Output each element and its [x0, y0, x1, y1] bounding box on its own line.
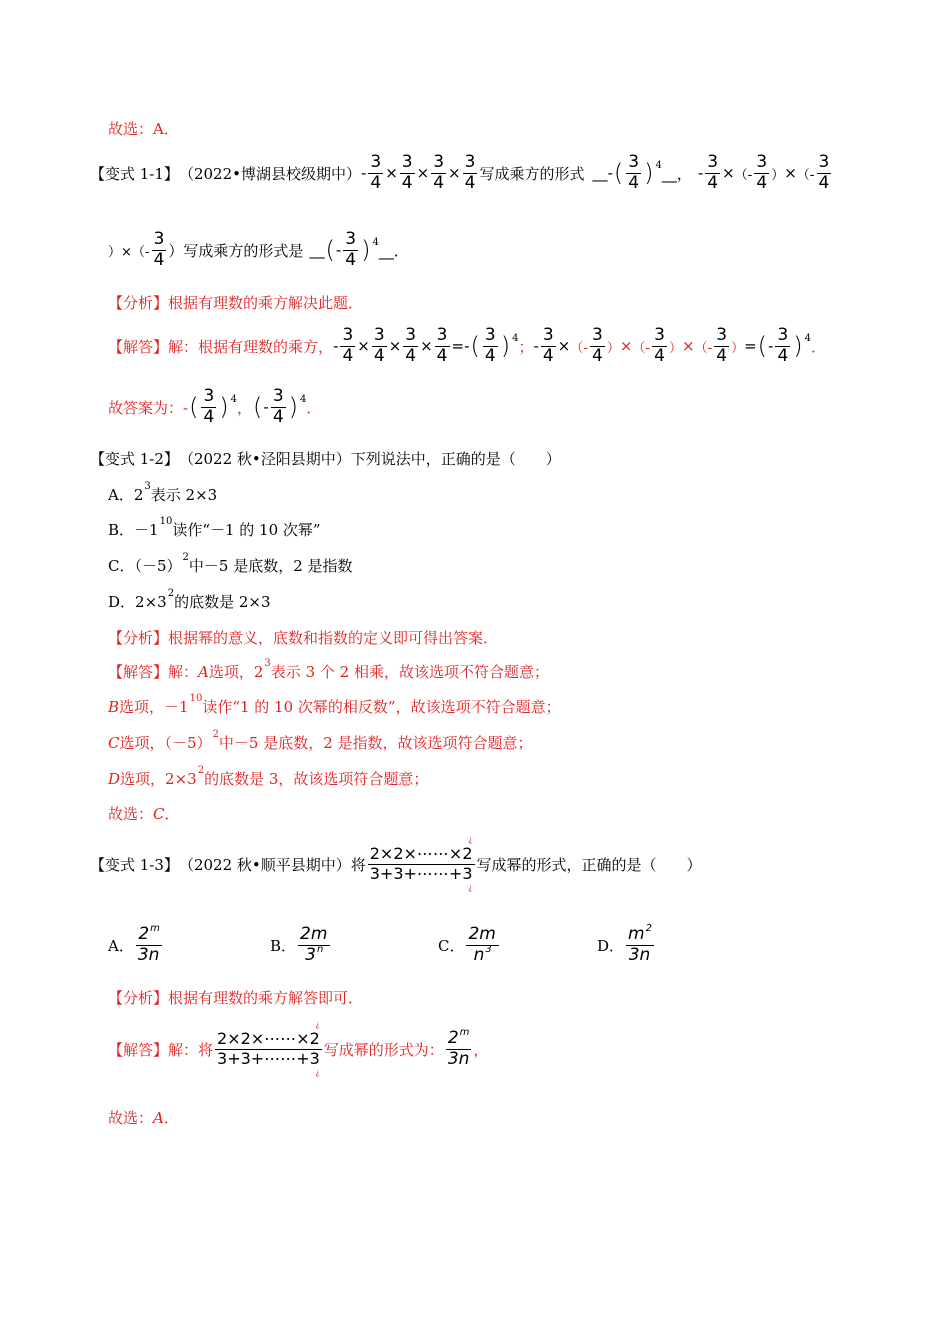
variant-tag: 【变式 1-2】: [90, 450, 179, 468]
variant-tag: 【变式 1-1】: [90, 164, 179, 183]
solution-1-3: 【解答】 解：将 ¿ 2×2×⋯⋯×2 3+3+⋯⋯+3 ¿ 写成幂的形式为： 2$^m$ 3n ，: [108, 1020, 489, 1078]
fraction: $\frac{3}{4}$: [433, 152, 445, 193]
answer-line-1-3: 故选： A ．: [108, 1108, 179, 1127]
fraction: 3 4: [153, 229, 165, 270]
variant-1-3-question: 【变式 1-3】 （2022 秋•顺平县期中）将 ¿ 2×2×⋯⋯×2 3+3+⋯⋯+3 ¿ 写成幂的形式，正确的是（ ）: [90, 835, 702, 893]
fraction: 3 4: [818, 152, 830, 193]
option-d: D．2×3 2 的底数是 2×3: [108, 588, 271, 611]
answer-line-1: 故选：A．: [108, 120, 179, 138]
fraction: ¿ 2×2×⋯⋯×2 3+3+⋯⋯+3 ¿: [369, 835, 473, 893]
solution-1-2-line-3: C 选项，（－5） 2 中－5 是底数，2 是指数，故该选项符合题意；: [108, 729, 533, 752]
solution-1-2-line-4: D 选项，2×3 2 的底数是 3，故该选项符合题意；: [108, 765, 429, 788]
variant-tag: 【变式 1-3】: [90, 855, 179, 874]
fraction: $\frac{3}{4}$: [370, 152, 382, 193]
solution-1-2-line-1: 【解答】 解： A 选项，2 3 表示 3 个 2 相乘，故该选项不符合题意；: [108, 658, 549, 681]
variant-1-1-line-1: 【变式 1-1】 （2022•博湖县校级期中） - $\frac{3}{4}$ × $\frac{3}{4}$ × $\frac{3}{4}$ × $\frac{3}{4}$ 写成乘方的形式 __- ( 3 4 ) 4 __， - $\frac{3}{4}$ × （- 3 4 ） × （- 3 4: [90, 152, 830, 193]
option-b: B．－1 10 读作“－1 的 10 次幂”: [108, 516, 321, 539]
fraction: $\frac{3}{4}$: [464, 152, 476, 193]
fraction: ¿ 2×2×⋯⋯×2 3+3+⋯⋯+3 ¿: [217, 1020, 320, 1078]
fraction: $\frac{3}{4}$: [401, 152, 413, 193]
option-a: A．2 3 表示 2×3: [108, 481, 218, 504]
analysis-1-2: 【分析】 根据幂的意义，底数和指数的定义即可得出答案．: [108, 629, 499, 647]
solution-1-2-line-2: B 选项，－1 10 读作“1 的 10 次幂的相反数”，故该选项不符合题意；: [108, 693, 561, 716]
fraction: 3 4: [628, 152, 640, 193]
fraction: $\frac{3}{4}$: [707, 152, 719, 193]
option-d: D． $m^2$ 3n: [597, 923, 652, 965]
solution-1-1: 【解答】 解：根据有理数的乘方， - $\frac{3}{4}$ × $\frac{3}{4}$ × $\frac{3}{4}$ × $\frac{3}{4}$ =- ( 3 4 ) 4 ； - $\frac{3}{4}$ × （- 3 4 ） × （- 3 4 ） × （- 3 4 ） = ( - 3 4 ) 4 ．: [108, 325, 827, 366]
fraction: 3 4: [756, 152, 768, 193]
option-c: C．（－5） 2 中－5 是底数，2 是指数: [108, 552, 353, 575]
analysis-1-3: 【分析】 根据有理数的乘方解答即可．: [108, 989, 364, 1007]
variant-1-1-line-2: ）×（- 3 4 ）写成乘方的形式是 __ ( - 3 4 ) 4 __．: [108, 229, 409, 270]
option-c: C． 2m $n^3$: [438, 926, 501, 965]
final-answer-1-1: 故答案为：- ( 3 4 ) 4 ， ( - 3 4 ) 4 ．: [108, 386, 322, 427]
option-a: A． 2$^m$ 3n: [108, 923, 160, 965]
analysis-1-1: 【分析】 根据有理数的乘方解决此题．: [108, 294, 364, 312]
fraction: 3 4: [345, 229, 357, 270]
answer-line-1-2: 故选： C ．: [108, 804, 180, 823]
variant-1-2-question: 【变式 1-2】 （2022 秋•泾阳县期中）下列说法中，正确的是（ ）: [90, 450, 561, 468]
option-b: B． 2m 3$^n$: [270, 926, 332, 965]
